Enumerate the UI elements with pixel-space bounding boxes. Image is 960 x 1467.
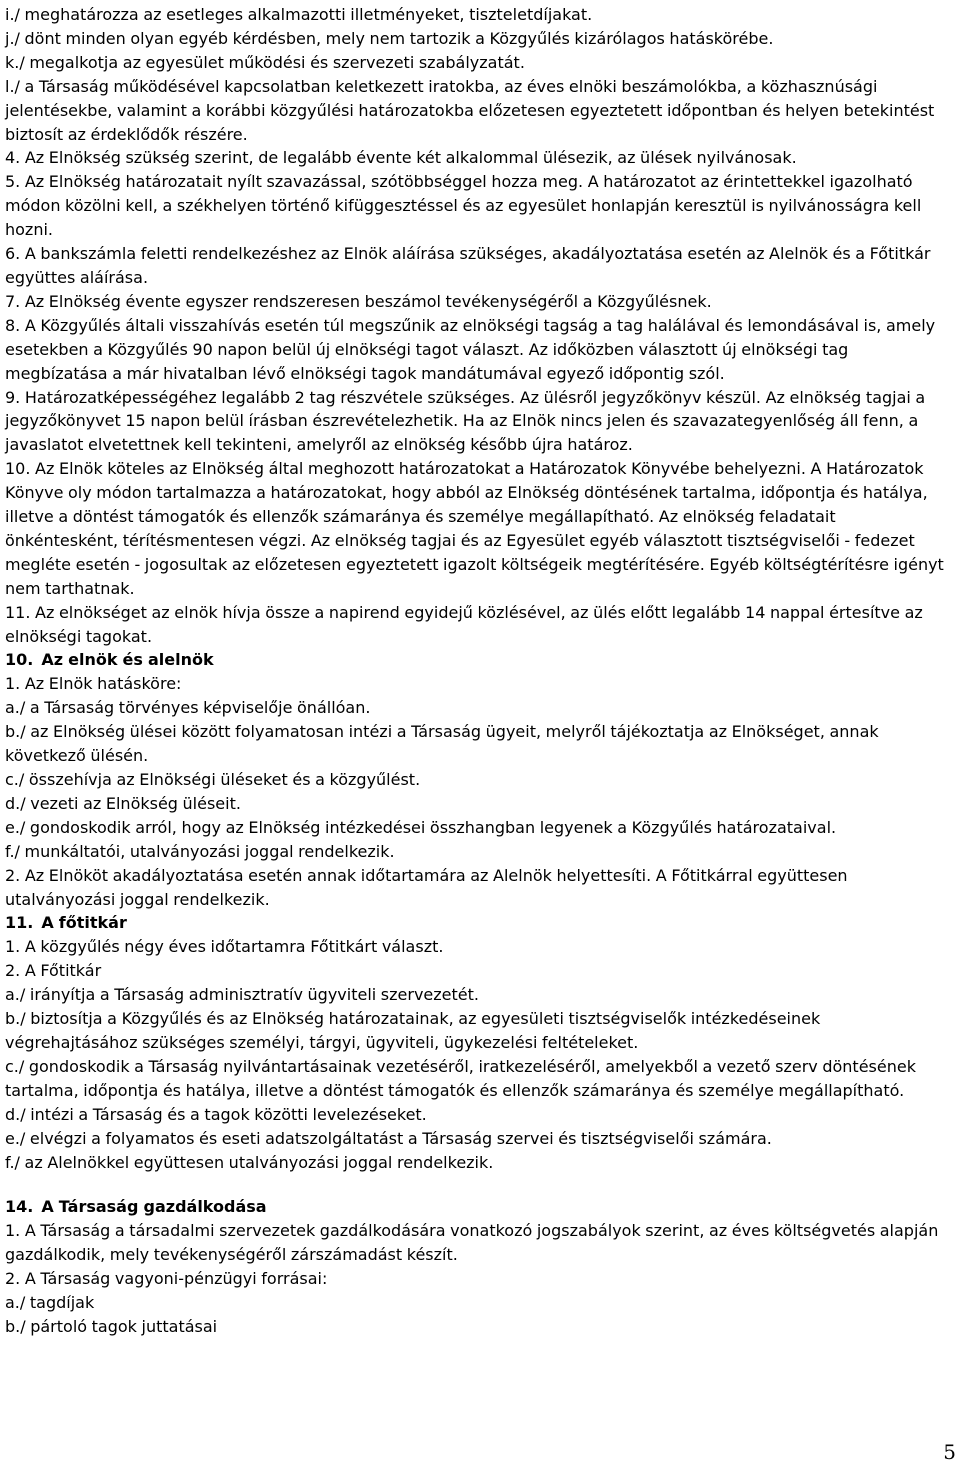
- list-item: 1. Az Elnök hatásköre:: [5, 674, 182, 694]
- list-item: d./ vezeti az Elnökség üléseit.: [5, 793, 241, 813]
- paragraph: j./ dönt minden olyan egyéb kérdésben, mely nem tartozik a Közgyűlés kizárólagos hatáskörébe.: [5, 28, 774, 48]
- list-item: a./ tagdíjak: [5, 1293, 95, 1313]
- list-item: 1. A Társaság a társadalmi szervezetek gazdálkodására vonatkozó jogszabályok szerint, az éves költségvetés alapján gazdálkodik, mely tevékenységéről zárszámadást készít.: [5, 1221, 939, 1265]
- section-heading-11: [5, 911, 948, 935]
- paragraph: 9. Határozatképességéhez legalább 2 tag részvétele szükséges. Az ülésről jegyzőkönyv készül. Az elnökség tagjai a jegyzőkönyvet 15 napon belül írásban észrevételezhetik. Ha az Elnök nincs jelen és szavazategyenlőség áll fenn, a javaslatot elvetettnek kell tekinteni, amelyről az elnökség később újra határoz.: [5, 387, 926, 455]
- list-item: b./ az Elnökség ülései között folyamatosan intézi a Társaság ügyeit, melyről tájékoztatja az Elnökséget, annak következő ülésén.: [5, 722, 879, 766]
- list-item: d./ intézi a Társaság és a tagok közötti levelezéseket.: [5, 1104, 427, 1124]
- list-item: a./ irányítja a Társaság adminisztratív ügyviteli szervezetét.: [5, 985, 479, 1005]
- paragraph: 7. Az Elnökség évente egyszer rendszeresen beszámol tevékenységéről a Közgyűlésnek.: [5, 291, 712, 311]
- section-title: A főtitkár: [41, 913, 127, 933]
- section-number: 14.: [5, 1197, 34, 1217]
- list-item: a./ a Társaság törvényes képviselője önállóan.: [5, 698, 371, 718]
- spacer: [5, 1174, 948, 1195]
- section-heading-14: [5, 1195, 948, 1219]
- list-item: f./ az Alelnökkel együttesen utalványozási joggal rendelkezik.: [5, 1152, 494, 1172]
- list-item: e./ elvégzi a folyamatos és eseti adatszolgáltatást a Társaság szervei és tisztségviselői számára.: [5, 1128, 772, 1148]
- section-number: 11.: [5, 913, 34, 933]
- paragraph: l./ a Társaság működésével kapcsolatban keletkezett iratokba, az éves elnöki beszámolókba, a közhasznúsági jelentésekbe, valamint a korábbi közgyűlési határozatokba előzetesen egyeztetett időpontban és helyen betekintést biztosít az érdeklődők részére.: [5, 76, 935, 144]
- list-item: e./ gondoskodik arról, hogy az Elnökség intézkedései összhangban legyenek a Közgyűlés határozataival.: [5, 817, 837, 837]
- paragraph: 4. Az Elnökség szükség szerint, de legalább évente két alkalommal ülésezik, az ülések nyilvánosak.: [5, 148, 797, 168]
- list-item: c./ összehívja az Elnökségi üléseket és a közgyűlést.: [5, 770, 421, 789]
- paragraph: 11. Az elnökséget az elnök hívja össze a napirend egyidejű közlésével, az ülés előtt legalább 14 nappal értesítve az elnökségi tagokat.: [5, 602, 923, 646]
- section-title: A Társaság gazdálkodása: [41, 1197, 267, 1217]
- list-item: 2. A Főtitkár: [5, 961, 102, 981]
- list-item: 2. Az Elnököt akadályoztatása esetén annak időtartamára az Alelnök helyettesíti. A Főtitkárral együttesen utalványozási joggal rendelkezik.: [5, 865, 848, 909]
- paragraph: 8. A Közgyűlés általi visszahívás esetén túl megszűnik az elnökségi tagság a tag halálával és lemondásával is, amely esetekben a Közgyűlés 90 napon belül új elnökségi tagot választ. Az időközben választott új elnökségi tag megbízatása a már hivatalban lévő elnökségi tagok mandátumával egyező időpontig szól.: [5, 315, 936, 383]
- section-title: Az elnök és alelnök: [41, 650, 214, 670]
- list-item: b./ pártoló tagok juttatásai: [5, 1316, 218, 1336]
- paragraph: k./ megalkotja az egyesület működési és szervezeti szabályzatát.: [5, 52, 525, 72]
- paragraph: 10. Az Elnök köteles az Elnökség által meghozott határozatokat a Határozatok Könyvébe behelyezni. A Határozatok Könyve oly módon tartalmazza a határozatokat, hogy abból az Elnökség döntésének tartalma, időpontja és hatálya, illetve a döntést támogatók és ellenzők számaránya és személye megállapítható. Az elnökség feladatait önkéntesként, térítésmentesen végzi. Az elnökség tagjai és az Egyesület egyéb választott tisztségviselői - fedezet megléte esetén - jogosultak az előzetesen egyeztetett igazolt költségeik megtérítésére. Egyéb költségtérítésre igényt nem tarthatnak.: [5, 459, 944, 598]
- list-item: 1. A közgyűlés négy éves időtartamra Főtitkárt választ.: [5, 937, 444, 957]
- list-item: c./ gondoskodik a Társaság nyilvántartásainak vezetéséről, iratkezeléséről, amelyekből a vezető szerv döntésének tartalma, időpontja és hatálya, illetve a döntést támogatók és ellenzők számaránya és személye megállapítható.: [5, 1056, 916, 1100]
- paragraph: 6. A bankszámla feletti rendelkezéshez az Elnök aláírása szükséges, akadályoztatása esetén az Alelnök és a Főtitkár együttes aláírása.: [5, 244, 931, 287]
- section-number: 10.: [5, 650, 34, 670]
- section-heading-10: [5, 648, 948, 672]
- paragraph: 5. Az Elnökség határozatait nyílt szavazással, szótöbbséggel hozza meg. A határozatot az érintettekkel igazolható módon közölni kell, a székhelyen történő kifüggesztéssel és az egyesület honlapján keresztül is nyilvánosságra kell hozni.: [5, 172, 922, 240]
- list-item: 2. A Társaság vagyoni-pénzügyi forrásai:: [5, 1269, 328, 1289]
- list-item: b./ biztosítja a Közgyűlés és az Elnökség határozatainak, az egyesületi tisztségviselők intézkedéseinek végrehajtásához szükséges személyi, tárgyi, ügyviteli, ügykezelési feltételeket.: [5, 1009, 821, 1052]
- page-number: 5: [943, 1440, 956, 1464]
- paragraph: i./ meghatározza az esetleges alkalmazotti illetményeket, tiszteletdíjakat.: [5, 5, 593, 24]
- list-item: f./ munkáltatói, utalványozási joggal rendelkezik.: [5, 841, 395, 861]
